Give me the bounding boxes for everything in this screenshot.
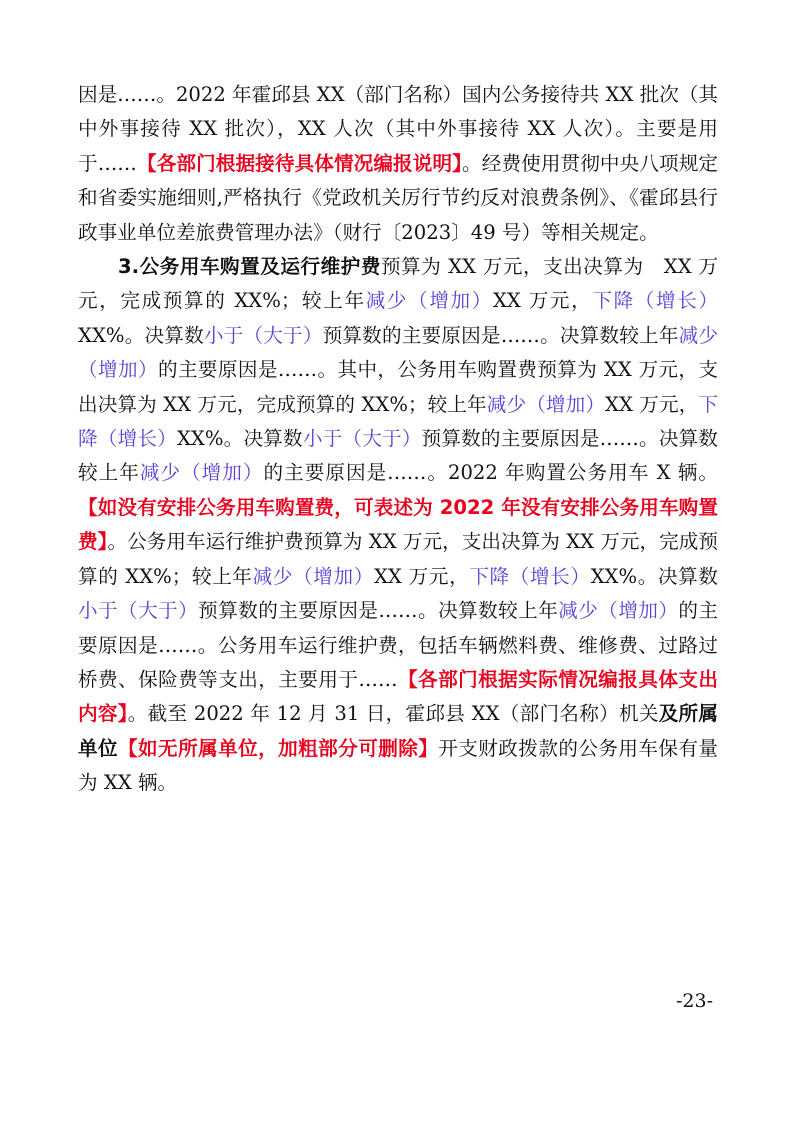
text-run: 。截至 2022 年 12 月 31 日，霍邱县 XX（部门名称）机关: [127, 702, 659, 726]
variable-phrase: 减少（增加）: [365, 289, 493, 313]
variable-phrase: 减少（增加）: [139, 461, 264, 485]
text-run: XX%。决算数: [78, 323, 204, 347]
page-number: -23-: [675, 990, 713, 1012]
text-run: 预算数的主要原因是……。决算数较上年: [78, 427, 719, 485]
text-run: 的主要原因是……。2022 年购置公务用车 X 辆。: [263, 461, 719, 485]
variable-phrase: 下降（增长）: [78, 392, 718, 451]
variable-phrase: 减少（增加）: [78, 323, 719, 382]
text-run: 的主要原因是……。其中，公务用车购置费预算为 XX 万元，支出决算为 XX 万元，完成预算的 XX%；较上年: [78, 358, 718, 416]
paragraph-official-vehicles: [78, 250, 718, 801]
body-text: [78, 78, 718, 801]
variable-phrase: 小于（大于）: [302, 427, 422, 451]
paragraph-reception: [78, 78, 718, 250]
text-run: 开支财政拨款的公务用车保有量为 XX 辆。: [78, 736, 719, 795]
text-run: 预算数的主要原因是……。决算数较上年: [198, 599, 559, 623]
text-run: 。经费使用贯彻中央八项规定和省委实施细则,严格执行《党政机关厉行节约反对浪费条例》、《霍邱县行政事业单位差旅费管理办法》（财行〔2023〕49 号）等相关规定。: [78, 151, 719, 244]
variable-phrase: 小于（大于）: [203, 323, 323, 347]
red-note: 【如没有安排公务用车购置费，可表述为 2022 年没有安排公务用车购置费】: [78, 495, 718, 554]
text-run: XX 万元，: [373, 564, 470, 588]
text-run: XX 万元，: [605, 392, 699, 416]
red-note: 【如无所属单位，加粗部分可删除】: [118, 736, 439, 760]
bold-heading: 及所属单位: [78, 702, 719, 760]
bold-heading: 3.公务用车购置及运行维护费: [118, 255, 381, 279]
text-run: XX%。决算数: [176, 427, 303, 451]
variable-phrase: 减少（增加）: [486, 392, 606, 416]
variable-phrase: 小于（大于）: [78, 599, 199, 623]
text-run: XX%。决算数: [590, 564, 718, 588]
variable-phrase: 减少（增加）: [558, 599, 679, 623]
text-run: XX 万元，: [492, 289, 593, 313]
text-run: 预算为 XX 万元，支出决算为 XX 万元，完成预算的 XX%；较上年: [78, 255, 719, 313]
variable-phrase: 减少（增加）: [252, 564, 374, 588]
text-run: 的主要原因是……。公务用车运行维护费，包括车辆燃料费、维修费、过路过桥费、保险费等支出，主要用于……: [78, 599, 719, 691]
text-run: 预算数的主要原因是……。决算数较上年: [322, 323, 679, 347]
text-run: 。公务用车运行维护费预算为 XX 万元，支出决算为 XX 万元，完成预算的 XX%；较上年: [78, 530, 718, 588]
red-note: 【各部门根据接待具体情况编报说明】: [136, 151, 463, 175]
text-run: 因是……。2022 年霍邱县 XX（部门名称）国内公务接待共 XX 批次（其中外事接待 XX 批次），XX 人次（其中外事接待 XX 人次）。主要是用于……: [78, 83, 719, 175]
variable-phrase: 下降（增长）: [592, 289, 719, 313]
red-note: 【各部门根据实际情况编报具体支出内容】: [78, 667, 719, 726]
variable-phrase: 下降（增长）: [469, 564, 591, 588]
